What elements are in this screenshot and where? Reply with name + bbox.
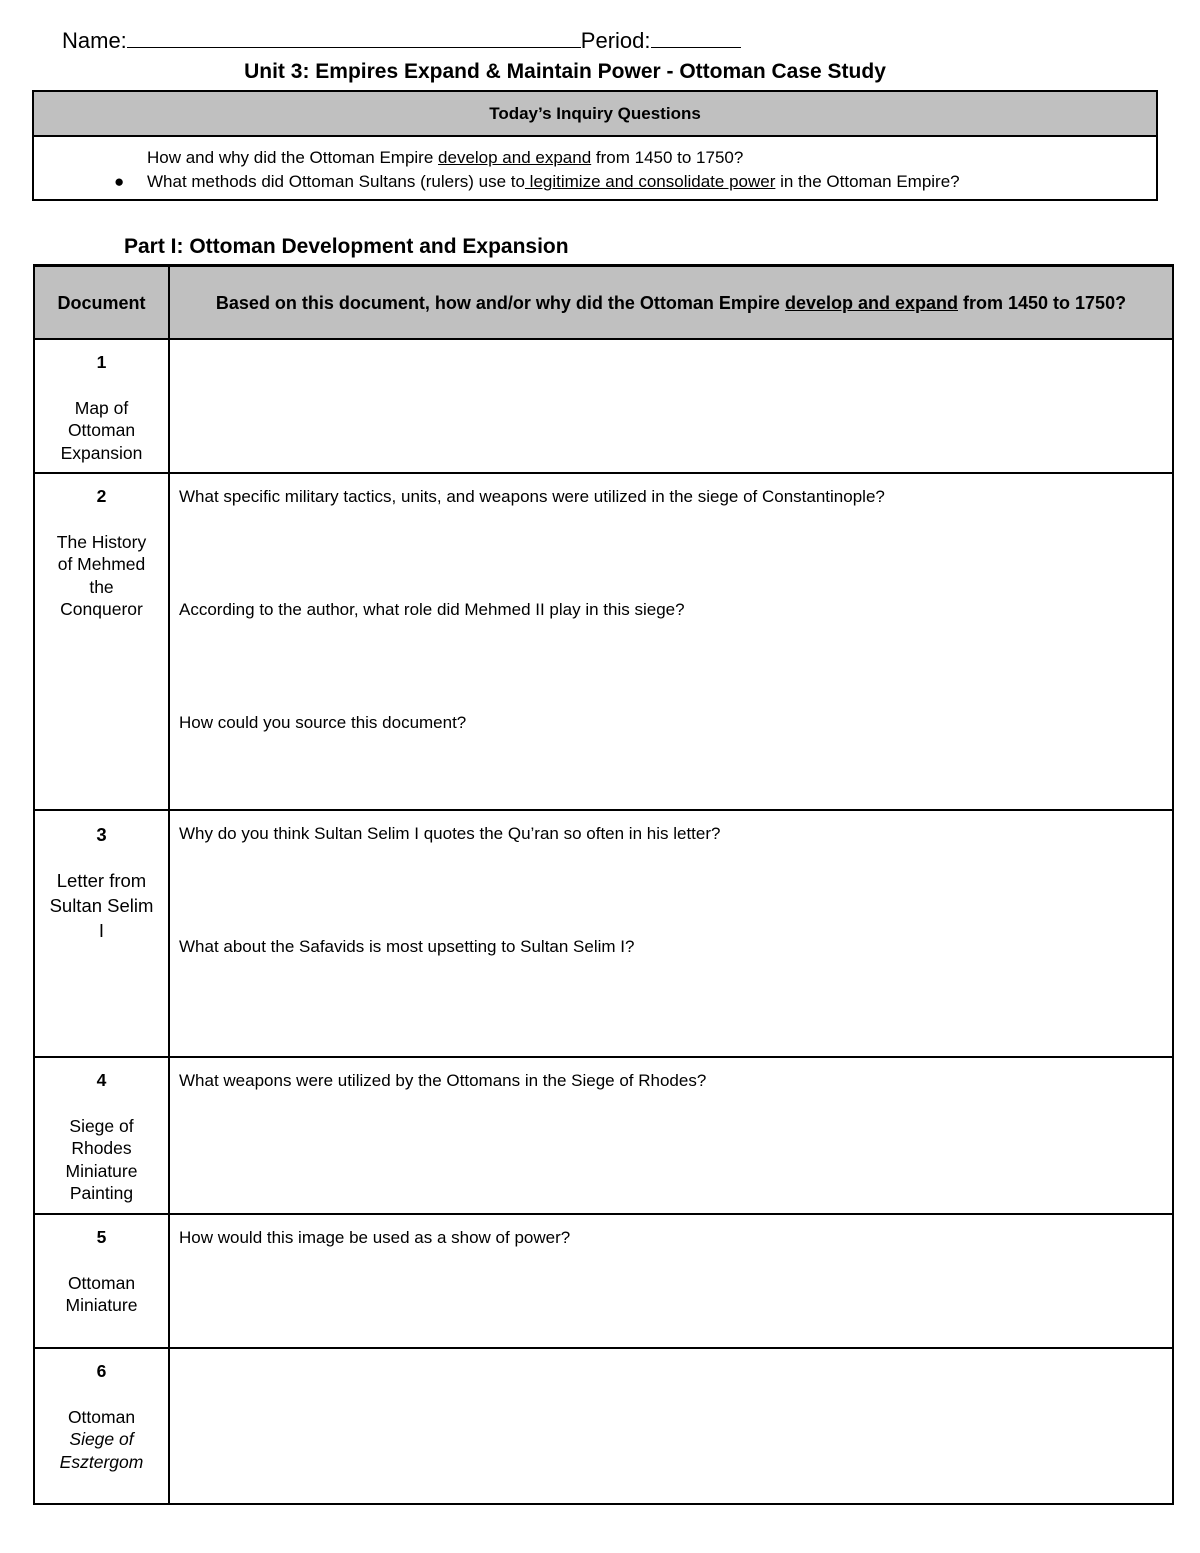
document-cell-1 bbox=[35, 351, 168, 464]
document-cell-5 bbox=[35, 1226, 168, 1317]
document-number: 6 bbox=[96, 1361, 107, 1381]
column-header-question: Based on this document, how and/or why did the Ottoman Empire develop and expand from 1450 to 1750? bbox=[170, 267, 1172, 339]
inquiry-question-2: ● What methods did Ottoman Sultans (rulers) use to legitimize and consolidate power in the Ottoman Empire? bbox=[114, 172, 960, 191]
document-label: Letter from Sultan Selim I bbox=[49, 870, 154, 941]
row-divider bbox=[35, 809, 1172, 811]
question-2b: According to the author, what role did Mehmed II play in this siege? bbox=[179, 600, 685, 619]
document-number: 4 bbox=[96, 1070, 107, 1090]
document-cell-2 bbox=[35, 485, 168, 621]
document-number: 3 bbox=[96, 824, 107, 845]
page-title: Unit 3: Empires Expand & Maintain Power - Ottoman Case Study bbox=[244, 60, 886, 83]
column-header-document: Document bbox=[35, 267, 168, 339]
name-period-line bbox=[62, 28, 741, 54]
row-divider bbox=[35, 472, 1172, 474]
name-label: Name: bbox=[62, 28, 127, 53]
inquiry-heading: Today’s Inquiry Questions bbox=[34, 92, 1156, 137]
row-divider bbox=[35, 1056, 1172, 1058]
part-1-title: Part I: Ottoman Development and Expansion bbox=[124, 235, 569, 258]
inquiry-box bbox=[32, 90, 1158, 201]
bullet-icon: ● bbox=[114, 172, 125, 191]
answer-area-1[interactable] bbox=[170, 340, 1172, 472]
document-cell-3 bbox=[35, 822, 168, 943]
document-cell-4 bbox=[35, 1069, 168, 1205]
question-2c: How could you source this document? bbox=[179, 713, 467, 732]
period-blank[interactable] bbox=[651, 29, 741, 48]
document-cell-6 bbox=[35, 1360, 168, 1473]
document-label: Ottoman bbox=[67, 1406, 136, 1427]
question-4a: What weapons were utilized by the Ottomans in the Siege of Rhodes? bbox=[179, 1071, 707, 1090]
document-label: Siege of Rhodes Miniature Painting bbox=[65, 1115, 138, 1203]
document-label: The History of Mehmed the Conqueror bbox=[56, 531, 147, 619]
document-number: 1 bbox=[96, 352, 107, 372]
document-label-italic: Siege of Esztergom bbox=[59, 1429, 144, 1472]
document-label: Map of Ottoman Expansion bbox=[60, 397, 143, 463]
question-3a: Why do you think Sultan Selim I quotes the Qu’ran so often in his letter? bbox=[179, 824, 721, 843]
document-table bbox=[33, 264, 1174, 1505]
answer-area-6[interactable] bbox=[170, 1349, 1172, 1503]
document-label: Ottoman Miniature bbox=[65, 1272, 138, 1315]
question-2a: What specific military tactics, units, and weapons were utilized in the siege of Constantinople? bbox=[179, 487, 885, 506]
row-divider bbox=[35, 1213, 1172, 1215]
period-label: Period: bbox=[580, 28, 651, 53]
document-number: 2 bbox=[96, 486, 107, 506]
document-number: 5 bbox=[96, 1227, 107, 1247]
inquiry-question-1: How and why did the Ottoman Empire develop and expand from 1450 to 1750? bbox=[147, 148, 744, 167]
name-blank[interactable] bbox=[127, 29, 581, 48]
question-3b: What about the Safavids is most upsetting to Sultan Selim I? bbox=[179, 937, 635, 956]
question-5a: How would this image be used as a show of power? bbox=[179, 1228, 571, 1247]
